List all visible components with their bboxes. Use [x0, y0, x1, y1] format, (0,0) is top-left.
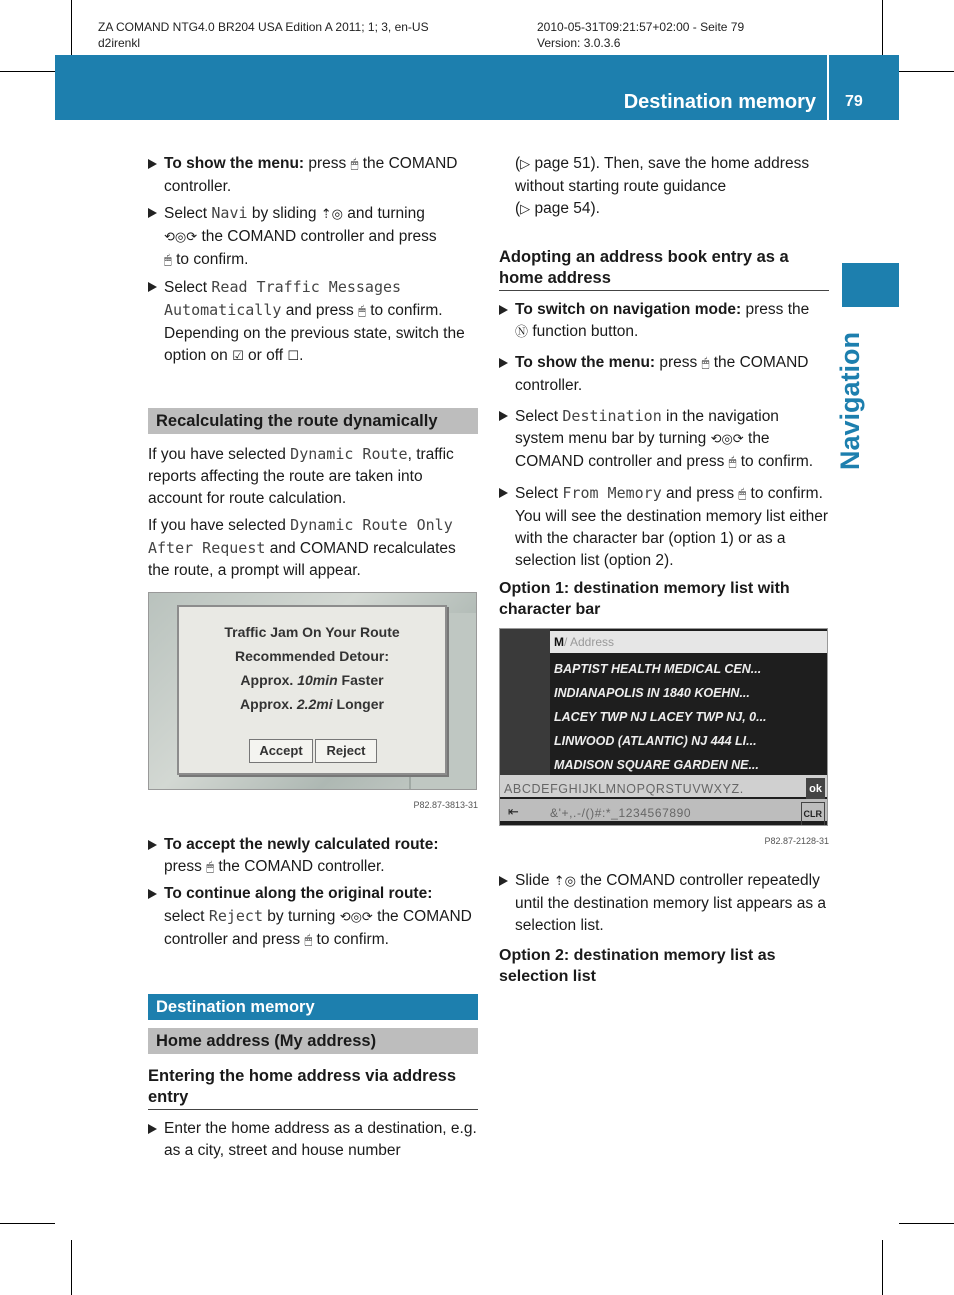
text: the COMAND controller repeatedly until the destination memory list appears as a selection list.: [515, 872, 827, 934]
clear-button[interactable]: CLR: [801, 802, 826, 826]
text: the COMAND controller and press: [197, 228, 437, 245]
crop-mark: [0, 71, 55, 72]
text: Select: [164, 205, 212, 222]
text: the COMAND controller.: [515, 354, 809, 394]
step-navi-mode: [499, 299, 829, 344]
text: , traffic reports affecting the route are taken into account for route calculation.: [148, 446, 454, 507]
subsection-heading-home-address: Home address (My address): [148, 1028, 478, 1054]
ok-button[interactable]: ok: [806, 778, 825, 800]
section-tab-label: Navigation: [835, 331, 865, 470]
menu-item-code: From Memory: [562, 484, 662, 502]
meta-line: Version: 3.0.3.6: [537, 36, 621, 50]
step-enter-home-address: [148, 1118, 478, 1162]
topic-heading-address-entry: Entering the home address via address entry: [148, 1066, 478, 1110]
text: in the navigation system menu bar by turning: [515, 408, 779, 447]
list-item[interactable]: LINWOOD (ATLANTIC) NJ 444 LI...: [554, 734, 757, 748]
press-icon: 🖱: [350, 157, 359, 172]
text: Slide: [515, 872, 554, 889]
dialog-line: Recommended Detour:: [234, 648, 390, 664]
text: Approx.: [240, 696, 297, 712]
page-header: [55, 55, 899, 120]
text: to confirm.: [171, 251, 249, 268]
slide-up-icon: ⇡◎: [553, 874, 577, 889]
character-bar[interactable]: [500, 775, 827, 797]
print-meta-left: [98, 19, 429, 51]
paragraph: [148, 514, 478, 582]
text: Select: [515, 485, 563, 502]
menu-item-code: Reject: [208, 907, 263, 925]
crop-mark: [71, 1240, 72, 1295]
step-show-menu: [499, 352, 829, 397]
press-icon: 🖱: [164, 253, 172, 268]
list-item[interactable]: INDIANAPOLIS IN 1840 KOEHN...: [554, 686, 750, 700]
text: Select: [164, 279, 212, 296]
text: the COMAND controller and press: [515, 430, 770, 470]
typed-prefix: M: [554, 635, 564, 649]
meta-line: d2irenkl: [98, 36, 141, 50]
crop-mark: [71, 0, 72, 55]
turn-icon: ⟲◎⟳: [164, 230, 198, 245]
text: 2.2mi: [296, 696, 333, 712]
step-label: To show the menu:: [515, 354, 656, 371]
text: Faster: [337, 672, 384, 688]
menu-item-code: Dynamic Route: [290, 445, 408, 463]
slide-up-icon: ⇡◎: [320, 207, 343, 222]
crop-mark: [882, 1240, 883, 1295]
menu-item-code: Read Traffic Messages Automatically: [164, 278, 402, 319]
step-slide-controller: [499, 870, 829, 937]
crop-mark: [0, 1223, 55, 1224]
page-ref-arrow-icon: ▷: [520, 157, 531, 172]
text: by turning: [263, 908, 340, 925]
menu-item-code: Navi: [211, 204, 248, 222]
step-select-from-memory: [499, 482, 829, 572]
header-divider: [827, 55, 829, 120]
section-heading-destination-memory: Destination memory: [148, 994, 478, 1020]
text: press: [304, 155, 351, 172]
text: Approx.: [240, 672, 298, 688]
symbol-row[interactable]: &'+,.-/()#:*_1234567890: [550, 806, 692, 820]
press-icon: 🖱: [304, 933, 313, 948]
dialog-line: [179, 693, 445, 715]
placeholder-text: / Address: [564, 635, 615, 649]
print-meta-right: [537, 19, 744, 51]
menu-item-code: Destination: [562, 407, 662, 425]
dialog-line: [179, 669, 445, 691]
crop-mark: [899, 71, 954, 72]
press-icon: 🖱: [358, 304, 366, 319]
traffic-dialog-screenshot: [148, 592, 477, 790]
text: and press: [281, 302, 359, 319]
page-number: 79: [845, 93, 863, 110]
text: .: [299, 347, 304, 364]
section-heading-recalc: Recalculating the route dynamically: [148, 408, 478, 434]
text: and press: [661, 485, 739, 502]
list-item[interactable]: LACEY TWP NJ LACEY TWP NJ, 0...: [554, 710, 767, 724]
back-arrow-icon[interactable]: ⇤: [508, 804, 519, 819]
step-show-menu: [148, 153, 478, 198]
list-item[interactable]: BAPTIST HEALTH MEDICAL CEN...: [554, 662, 762, 676]
text: Enter the home address as a destination, e.g. as a city, street and house number: [164, 1120, 477, 1159]
list-item[interactable]: MADISON SQUARE GARDEN NE...: [554, 758, 759, 772]
text: Depending on the previous state, switch the option on: [164, 325, 465, 364]
text: 10min: [297, 672, 338, 688]
left-column: [148, 153, 478, 1166]
text: to confirm.: [736, 453, 814, 470]
step-select-destination: [499, 405, 829, 474]
text: page 54).: [530, 200, 600, 217]
meta-line: ZA COMAND NTG4.0 BR204 USA Edition A 2011; 1; 3, en-US: [98, 20, 429, 34]
checkbox-checked-icon: ☑: [232, 349, 244, 364]
step-original-route: [148, 883, 478, 952]
right-column: [499, 153, 829, 995]
page-ref-arrow-icon: ▷: [520, 202, 531, 217]
dialog-box: [177, 605, 447, 775]
text: function button.: [528, 323, 639, 340]
text: to confirm.: [746, 485, 823, 502]
paragraph: [148, 443, 478, 510]
turn-icon: ⟲◎⟳: [710, 432, 744, 447]
checkbox-empty-icon: ☐: [287, 349, 300, 364]
text: and turning: [343, 205, 425, 222]
text: press: [164, 858, 207, 875]
text: the COMAND controller.: [164, 155, 458, 195]
symbol-bar[interactable]: [500, 799, 827, 821]
figure-code: P82.87-2128-31: [764, 836, 829, 846]
text: to confirm.: [312, 931, 389, 948]
step-label: To show the menu:: [164, 155, 305, 172]
step-label: To switch on navigation mode:: [515, 301, 742, 318]
press-icon: 🖱: [701, 356, 710, 371]
option1-heading: Option 1: destination memory list with character bar: [499, 580, 790, 618]
letter-row[interactable]: ABCDEFGHIJKLMNOPQRSTUVWXYZ.: [504, 782, 744, 796]
press-icon: 🖱: [738, 487, 747, 502]
topic-heading-adopt-address: Adopting an address book entry as a home address: [499, 247, 829, 291]
text: press the: [741, 301, 810, 318]
text: or off: [243, 347, 288, 364]
memory-list: [554, 657, 824, 777]
step-select-traffic: [148, 276, 478, 368]
step-select-navi: [148, 202, 478, 272]
text: and COMAND recalculates the route, a prompt will appear.: [148, 540, 456, 579]
page-title: Destination memory: [623, 91, 816, 113]
navi-button-icon: Ⓝ: [515, 325, 529, 340]
turn-icon: ⟲◎⟳: [339, 910, 373, 925]
text: the COMAND controller and press: [164, 908, 472, 948]
paragraph-continued: (▷ page 51). Then, save the home address without starting route guidance (▷ page 54).: [515, 155, 810, 217]
accept-button[interactable]: Accept: [249, 739, 313, 763]
address-input-field[interactable]: [550, 631, 828, 653]
text: Longer: [332, 696, 384, 712]
destination-memory-screenshot: [499, 628, 828, 826]
crop-mark: [882, 0, 883, 55]
screen-left-panel: [500, 629, 550, 775]
meta-line: 2010-05-31T09:21:57+02:00 - Seite 79: [537, 20, 745, 34]
step-label: To accept the newly calculated route:: [164, 836, 439, 853]
crop-mark: [899, 1223, 954, 1224]
text: If you have selected: [148, 517, 291, 534]
text: page 51). Then, save the home address without starting route guidance: [515, 155, 810, 195]
text: press: [655, 354, 702, 371]
text: You will see the destination memory list either with the character bar (option 1) or as a selection list (option 2).: [515, 508, 829, 569]
press-icon: 🖱: [728, 455, 737, 470]
step-accept-route: [148, 834, 478, 879]
reject-button[interactable]: Reject: [315, 739, 377, 763]
press-icon: 🖱: [206, 860, 215, 875]
option2-heading: Option 2: destination memory list as selection list: [499, 947, 776, 985]
step-label: To continue along the original route:: [164, 885, 433, 902]
text: Select: [515, 408, 563, 425]
text: by sliding: [247, 205, 321, 222]
text: select: [164, 908, 209, 925]
menu-item-code: Dynamic Route Only After Request: [148, 516, 453, 557]
text: to confirm.: [365, 302, 443, 319]
dialog-line: Traffic Jam On Your Route: [224, 624, 400, 640]
text: the COMAND controller.: [214, 858, 385, 875]
figure-code: P82.87-3813-31: [413, 800, 478, 810]
text: If you have selected: [148, 446, 291, 463]
